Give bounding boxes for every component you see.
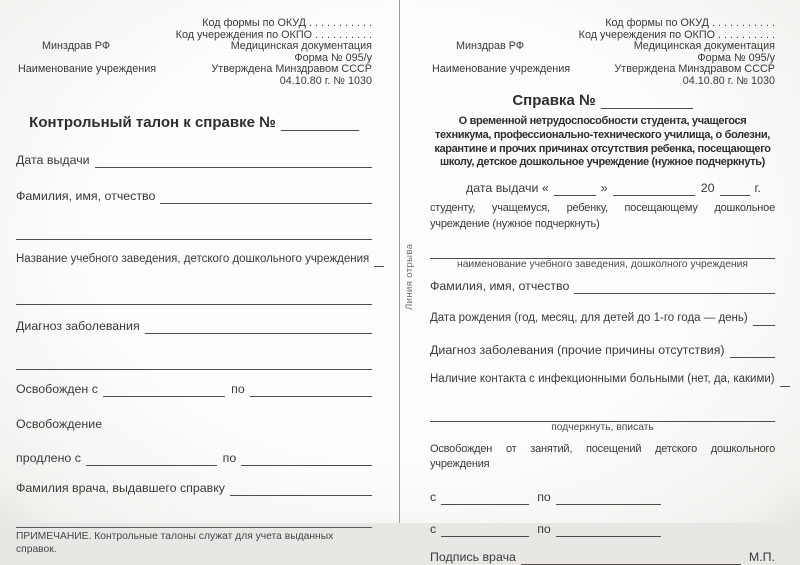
- certificate-title-text: Справка №: [512, 92, 596, 109]
- field-release: [16, 417, 372, 432]
- header-codes-block: [176, 18, 372, 88]
- full-name-label: Фамилия, имя, отчество: [16, 189, 156, 203]
- blank-line: [160, 190, 372, 204]
- blank-line: [613, 182, 695, 196]
- blank-line: [86, 452, 217, 466]
- field-doctor-name: [16, 481, 372, 496]
- blank-line: [430, 245, 775, 259]
- blank-line: [441, 523, 529, 537]
- school-name-label: Название учебного заведения, детского дошкольного учреждения: [16, 253, 370, 265]
- certificate-section: [400, 0, 800, 565]
- field-birth-date: [430, 311, 775, 326]
- diagnosis-label: Диагноз заболевания (прочие причины отсутствия): [430, 343, 725, 358]
- blank-line: [556, 523, 661, 537]
- institution-name-label: Наименование учреждения: [432, 63, 571, 75]
- ministry-label: Минздрав РФ: [42, 40, 111, 52]
- field-full-name: [430, 279, 775, 294]
- blank-line: [16, 514, 372, 528]
- blank-line: [241, 452, 372, 466]
- approved-number-label: 04.10.80 г. № 1030: [279, 74, 372, 87]
- field-period-2: [430, 522, 775, 537]
- released-statement: Освобожден от занятий, посещений детского дошкольного учреждения: [430, 443, 775, 471]
- birth-date-label: Дата рождения (год, месяц, для детей до 1-го года — день): [430, 312, 748, 325]
- blank-line: [521, 551, 741, 565]
- header-codes-block: [579, 18, 775, 88]
- certificate-title: [430, 92, 775, 109]
- blank-line: [16, 291, 372, 305]
- field-diagnosis: [16, 319, 372, 334]
- to-label: по: [537, 522, 551, 537]
- school-line-caption: наименование учебного заведения, дошколного учреждения: [457, 259, 748, 271]
- quote-close-label: »: [600, 181, 608, 196]
- field-diagnosis: [430, 343, 775, 358]
- to-label: по: [537, 490, 551, 505]
- field-full-name: [16, 189, 372, 204]
- to-label: по: [231, 382, 245, 396]
- full-name-label: Фамилия, имя, отчество: [430, 279, 570, 294]
- blank-line: [16, 356, 372, 370]
- blank-line: [103, 383, 225, 397]
- med-doc-label: Медицинская документация: [230, 40, 372, 53]
- blank-line: [145, 320, 372, 334]
- doctor-name-label: Фамилия врача, выдавшего справку: [16, 481, 226, 495]
- from-label: с: [430, 522, 437, 537]
- blank-line: [250, 383, 372, 397]
- issue-date-label: дата выдачи «: [466, 181, 549, 196]
- date-issued-label: Дата выдачи: [16, 153, 90, 167]
- year-prefix-label: 20: [700, 181, 715, 196]
- underline-hint-caption: подчеркнуть, вписать: [551, 422, 654, 434]
- blank-line: [95, 154, 372, 168]
- blank-line: [554, 182, 596, 196]
- doctor-signature-label: Подпись врача: [430, 550, 516, 565]
- diagnosis-label: Диагноз заболевания: [16, 319, 140, 333]
- extended-from-label: продлено с: [16, 451, 81, 465]
- okpo-code-label: Код учереждения по ОКПО . . . . . . . . . .: [175, 28, 372, 41]
- field-extended-period: [16, 451, 372, 466]
- stub-title: [16, 114, 372, 131]
- blank-line: [574, 280, 775, 294]
- blank-line: [230, 482, 372, 496]
- form-number-label: Форма № 095/у: [697, 51, 775, 64]
- field-issue-date: [466, 181, 761, 196]
- blank-line: [780, 373, 790, 387]
- approved-number-label: 04.10.80 г. № 1030: [682, 74, 775, 87]
- med-doc-label: Медицинская документация: [633, 40, 775, 53]
- institution-name-label: Наименование учреждения: [18, 63, 157, 75]
- released-from-label: Освобожден с: [16, 382, 98, 396]
- ministry-label: Минздрав РФ: [456, 40, 525, 52]
- to-label: по: [222, 451, 237, 465]
- field-date-issued: [16, 153, 372, 168]
- control-stub-section: [0, 0, 400, 555]
- approved-label: Утверждена Минздравом СССР: [211, 63, 372, 76]
- certificate-subtitle: О временной нетрудоспособности студента, учащегося техникума, профессионально-технического училища, о болезни, карантине и прочих причинах отсутствия ребенка, посещающего школу, детское дошкольное учреждение (нужное подчеркнуть): [434, 115, 771, 169]
- field-doctor-signature: [430, 550, 775, 565]
- stub-header: [16, 8, 372, 88]
- okpo-code-label: Код учереждения по ОКПО . . . . . . . . . .: [578, 28, 775, 41]
- stub-note: ПРИМЕЧАНИЕ. Контрольные талоны служат для учета выданных справок.: [16, 531, 334, 555]
- stub-title-text: Контрольный талон к справке №: [29, 114, 276, 131]
- recipient-options: студенту, учащемуся, ребенку, посещающему дошкольное учреждение (нужное подчеркнуть): [430, 202, 775, 231]
- blank-line: [16, 226, 372, 240]
- from-label: с: [430, 490, 437, 505]
- okud-code-label: Код формы по ОКУД . . . . . . . . . . .: [202, 17, 372, 29]
- tear-line-label: Линия отрыва: [404, 243, 415, 310]
- okud-code-label: Код формы по ОКУД . . . . . . . . . . .: [605, 17, 775, 29]
- blank-line: [753, 312, 775, 326]
- seal-label: М.П.: [748, 550, 775, 565]
- approved-label: Утверждена Минздравом СССР: [614, 63, 775, 76]
- year-suffix-label: г.: [754, 181, 761, 196]
- infection-contact-label: Наличие контакта с инфекционными больными (нет, да, какими): [430, 373, 775, 386]
- field-period-1: [430, 490, 775, 505]
- field-school-name: [16, 252, 372, 267]
- release-label: Освобождение: [16, 417, 103, 431]
- field-infection-contact: [430, 372, 775, 387]
- field-released-period: [16, 382, 372, 397]
- blank-line: [441, 491, 529, 505]
- blank-line: [556, 491, 661, 505]
- blank-line: [601, 95, 693, 109]
- blank-line: [281, 117, 359, 131]
- blank-line: [730, 344, 775, 358]
- certificate-header: [430, 8, 775, 88]
- blank-line: [430, 408, 775, 422]
- blank-line: [720, 182, 750, 196]
- form-number-label: Форма № 095/у: [294, 51, 372, 64]
- blank-line: [374, 253, 384, 267]
